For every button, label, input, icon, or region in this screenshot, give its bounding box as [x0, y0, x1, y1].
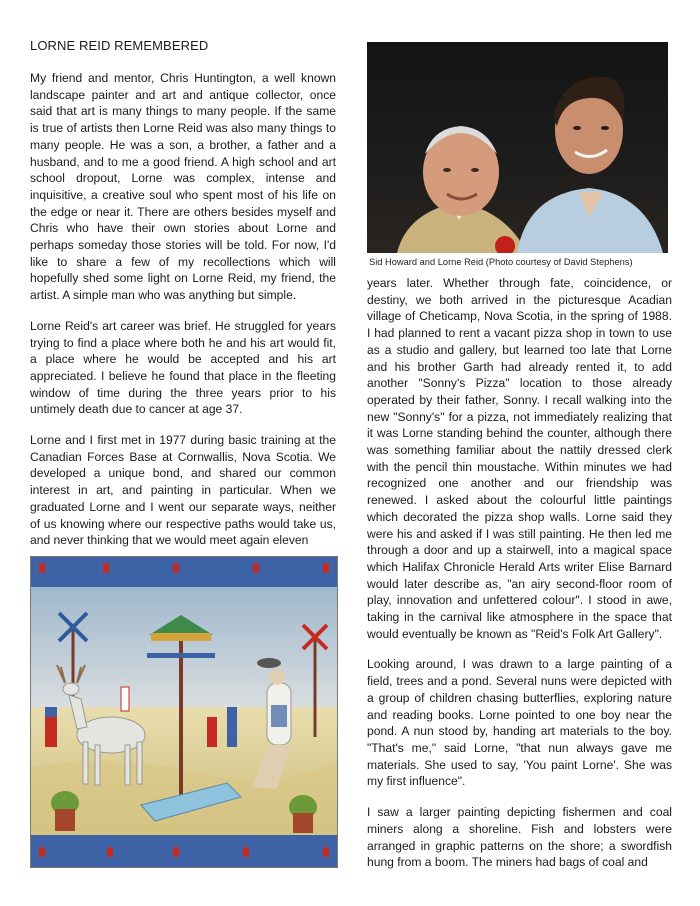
folk-art-painting — [30, 556, 338, 868]
painting-image — [31, 557, 337, 867]
article-title: LORNE REID REMEMBERED — [30, 38, 209, 53]
paragraph-4: years later. Whether through fate, coincidence, or destiny, we both arrived in the picturesque Acadian village of Cheticamp, Nova Scotia, in the spring of 1988. I had planned to rent a vacant pizza shop in town to use as a studio and gallery, but learned too late that Lorne and his brother Garth had already rented it, to add another "Sonny's Pizza" location to those already operated by their father, Sonny. I recall walking into the new "Sonny's" for a pizza, not immediately realizing that it was Lorne standing behind the counter, although there was something familiar about the nattily dressed clerk with the pencil thin moustache. Within minutes we had recognized one another and our friendship was renewed. I asked about the colourful little paintings which decorated the pizza shop walls. Lorne said they were his and asked if I was still painting. He then led me through a door and up a stairwell, into a magical space which Halifax Chronicle Herald Arts writer Elise Barnard would later describe as, "an airy second-floor room of play, innovation and unfettered colour". I stood in awe, taking in the carnival like atmosphere in the space that would eventually be known as "Reid's Folk Art Gallery". — [367, 276, 672, 641]
photo-image — [367, 42, 668, 253]
photo-caption: Sid Howard and Lorne Reid (Photo courtesy of David Stephens) — [369, 257, 633, 267]
paragraph-1: My friend and mentor, Chris Huntington, a well known landscape painter and art and antique collector, once said that art is many things to many people. If the same is true of artists then Lorne Reid was also many things to many people. He was a son, a brother, a father and a husband, and to me a good friend. A high school and art school dropout, Lorne was complex, intense and inquisitive, a creative soul who spent most of his life on the edge or near it. There are others besides myself and Chris who have their own stories about Lorne and perhaps someday those stories will be told. For now, I'd like to share a few of my recollections which will hopefully shed some light on Lorne Reid, my friend, the artist. A simple man who was anything but simple. — [30, 71, 336, 303]
paragraph-2: Lorne Reid's art career was brief. He struggled for years trying to find a place where both he and his art would fit, a place where he would be accepted and his art appreciated. I believe he found that place in the fleeting window of time during the three years prior to his untimely death due to cancer at age 37. — [30, 318, 336, 417]
paragraph-3: Lorne and I first met in 1977 during basic training at the Canadian Forces Base at Cornwallis, Nova Scotia. We developed a unique bond, and shared our common interest in art, and painting in particular. When we graduated Lorne and I went our separate ways, neither of us knowing where our respective paths would take us, and never thinking that we would meet again eleven — [30, 433, 336, 548]
paragraph-6: I saw a larger painting depicting fishermen and coal miners along a shoreline. Fish and lobsters were arranged in graphic patterns on the shore; a swordfish hung from a boom. The miners had bags of coal and — [367, 805, 672, 870]
right-column — [367, 42, 672, 885]
portrait-photo — [367, 42, 668, 253]
paragraph-5: Looking around, I was drawn to a large painting of a field, trees and a pond. Several nuns were depicted with a group of children chasing butterflies, exploring nature and reading books. Lorne pointed to one boy near the pond. A nun stood by, handing art materials to the boy. "That's me," said Lorne, "that nun always gave me materials. She used to say, 'You paint Lorne'. She was my first influence". — [367, 657, 672, 789]
left-column — [30, 38, 336, 563]
